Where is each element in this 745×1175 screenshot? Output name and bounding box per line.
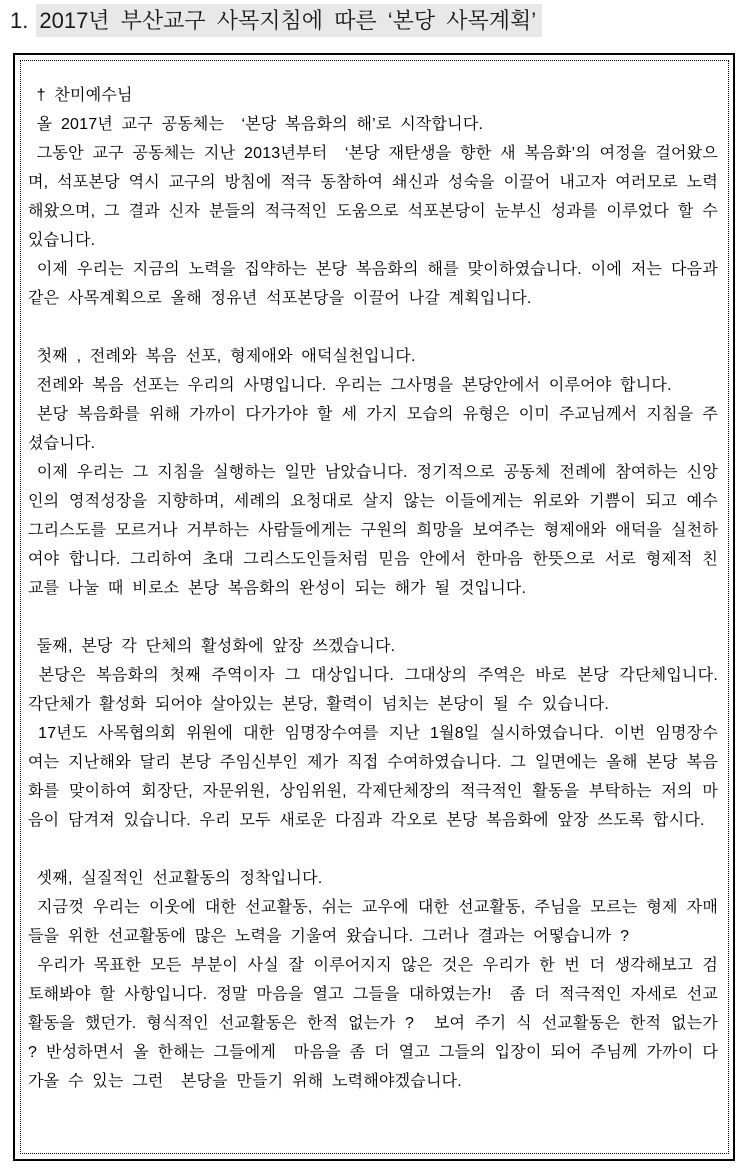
section-paragraph: 지금껏 우리는 이웃에 대한 선교활동, 쉬는 교우에 대한 선교활동, 주님을 모르는 형제 자매들을 위한 선교활동에 많은 노력을 기울여 왔습니다. 그러나 결과는 어떻습니까 ?	[28, 899, 718, 945]
section-first	[28, 342, 718, 603]
salutation: † 찬미예수님	[28, 87, 133, 104]
intro-paragraph: 이제 우리는 지금의 노력을 집약하는 본당 복음화의 해를 맞이하였습니다. 이에 저는 다음과 같은 사목계획으로 올해 정유년 석포본당을 이끌어 나갈 계획입니다.	[28, 261, 727, 307]
section-paragraph: 본당은 복음화의 첫째 주역이자 그 대상입니다. 그대상의 주역은 바로 본당 각단체입니다. 각단체가 활성화 되어야 살아있는 본당, 활력이 넘치는 본당이 될 수 있습니다.	[28, 667, 727, 713]
section-paragraph: 17년도 사목협의회 위원에 대한 임명장수여를 지난 1월8일 실시하였습니다. 이번 임명장수여는 지난해와 달리 본당 주임신부인 제가 직접 수여하였습니다. 그 일면에는 올해 본당 복음화를 맞이하여 회장단, 자문위원, 상임위원, 각제단체장의 적극적인 활동을 부탁하는 저의 마음이 담겨져 있습니다. 우리 모두 새로운 다짐과 각오로 본당 복음화에 앞장 쓰도록 합시다.	[28, 725, 718, 829]
section-second	[28, 632, 727, 835]
title-number: 1.	[10, 8, 29, 33]
section-paragraph: 본당 복음화를 위해 가까이 다가가야 할 세 가지 모습의 유형은 이미 주교님께서 지침을 주셨습니다.	[28, 406, 718, 452]
section-heading: 둘째, 본당 각 단체의 활성화에 앞장 쓰겠습니다.	[28, 638, 396, 655]
letter-body	[20, 60, 729, 1154]
section-third	[28, 864, 727, 1096]
section-paragraph: 전례와 복음 선포는 우리의 사명입니다. 우리는 그사명을 본당안에서 이루어야 합니다.	[28, 377, 672, 394]
section-heading: 셋째, 실질적인 선교활동의 정착입니다.	[28, 870, 323, 887]
section-paragraph: 이제 우리는 그 지침을 실행하는 일만 남았습니다. 정기적으로 공동체 전례에 참여하는 신앙인의 영적성장을 지향하며, 세례의 요청대로 살지 않는 이들에게는 위로와 기쁨이 되고 예수그리스도를 모르거나 거부하는 사람들에게는 구원의 희망을 보여주는 형제애와 애덕을 실천하여야 합니다. 그리하여 초대 그리스도인들처럼 믿음 안에서 한마음 한뜻으로 서로 형제적 친교를 나눌 때 비로소 본당 복음화의 완성이 되는 해가 될 것입니다.	[28, 464, 718, 597]
title-highlighted-text: 2017년 부산교구 사목지침에 따른 ‘본당 사목계획’	[36, 4, 542, 37]
letter-frame	[13, 53, 735, 1161]
intro-paragraph: 그동안 교구 공동체는 지난 2013년부터 ‘본당 재탄생을 향한 새 복음화’의 여정을 걸어왔으며, 석포본당 역시 교구의 방침에 적극 동참하여 쇄신과 성숙을 이끌어 내고자 여러모로 노력해왔으며, 그 결과 신자 분들의 적극적인 도움으로 석포본당이 눈부신 성과를 이루었다 할 수 있습니다.	[28, 145, 727, 249]
section-paragraph: 우리가 목표한 모든 부분이 사실 잘 이루어지지 않은 것은 우리가 한 번 더 생각해보고 검토해봐야 할 사항입니다. 정말 마음을 열고 그들을 대하였는가! 좀 더 적극적인 자세로 선교활동을 했던가. 형식적인 선교활동은 한적 없는가 ? 보여 주기 식 선교활동은 한적 없는가 ? 반성하면서 올 한해는 그들에게 마음을 좀 더 열고 그들의 입장이 되어 주님께 가까이 다가올 수 있는 그런 본당을 만들기 위해 노력해야겠습니다.	[28, 957, 727, 1090]
page-title	[10, 6, 542, 36]
intro-paragraph: 올 2017년 교구 공동체는 ‘본당 복음화의 해’로 시작합니다.	[28, 116, 484, 133]
section-heading: 첫째 , 전례와 복음 선포, 형제애와 애덕실천입니다.	[28, 348, 416, 365]
